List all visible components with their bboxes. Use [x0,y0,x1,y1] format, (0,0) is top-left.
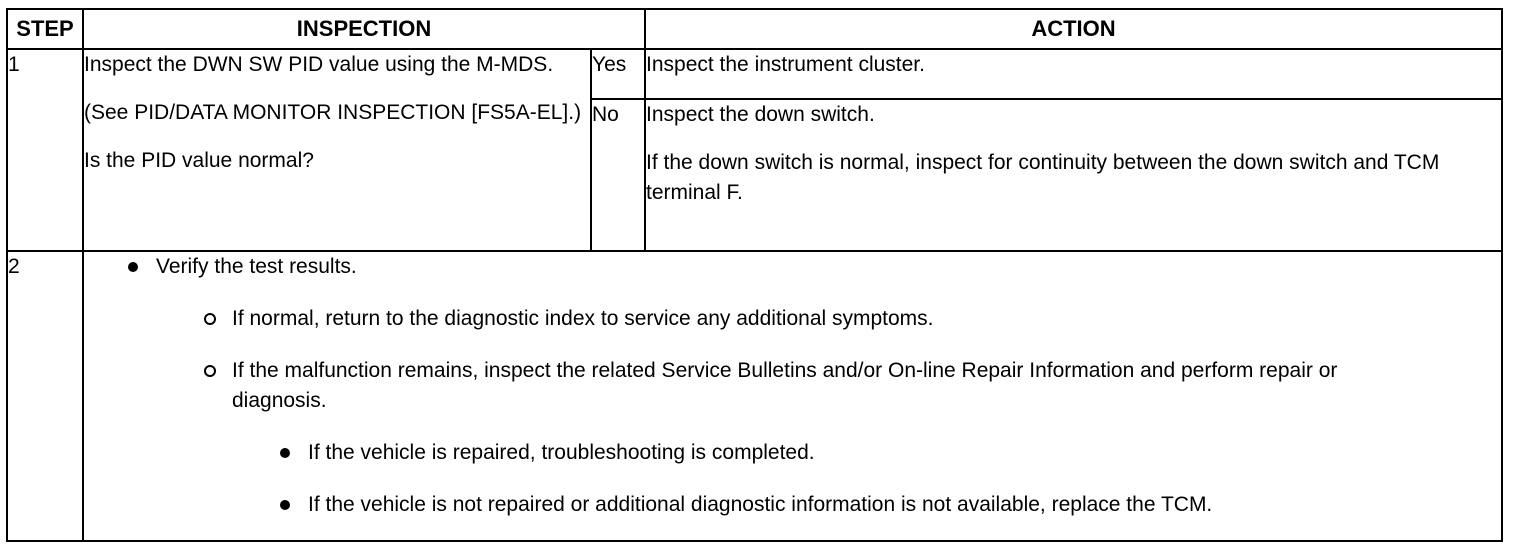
step2-row [7,251,1502,541]
no-action-line: Inspect the down switch. [646,103,875,126]
step-column-header: STEP [7,9,83,49]
step2-subitem [84,356,1501,416]
inspection-column-header: INSPECTION [83,9,645,49]
yes-label: Yes [591,49,645,99]
step2-subsubitem [84,438,1501,468]
step2-subsubitem-text: If the vehicle is repaired, troubleshooting is completed. [308,441,815,464]
step1-yes-row [7,49,1502,99]
step2-item [84,252,1501,282]
filled-bullet-icon [128,262,138,272]
step2-subsubitem-text: If the vehicle is not repaired or additional diagnostic information is not available, replace the TCM. [308,493,1213,516]
step2-content-cell [83,251,1502,541]
filled-bullet-icon [280,500,290,510]
step2-subitem-text: If normal, return to the diagnostic index to service any additional symptoms. [232,307,934,330]
step2-number: 2 [7,251,83,541]
step2-subsubitem [84,490,1501,520]
diagnostic-table [6,8,1503,542]
no-label: No [591,99,645,251]
step1-inspection-cell [83,49,591,251]
hollow-bullet-icon [204,313,216,325]
step2-subitem-text: If the malfunction remains, inspect the related Service Bulletins and/or On-line Repair Information and perform repair or diagnosis. [232,359,1338,412]
no-action-line: If the down switch is normal, inspect for continuity between the down switch and TCM terminal F. [646,151,1440,204]
step1-inspection-line: Is the PID value normal? [84,149,314,172]
step2-subitem [84,304,1501,334]
action-column-header: ACTION [645,9,1502,49]
step1-number: 1 [7,49,83,251]
header-row [7,9,1502,49]
step1-inspection-line: (See PID/DATA MONITOR INSPECTION [FS5A-EL].) [84,101,582,124]
filled-bullet-icon [280,448,290,458]
no-action-cell [645,99,1502,251]
hollow-bullet-icon [204,365,216,377]
step1-inspection-line: Inspect the DWN SW PID value using the M-MDS. [84,53,554,76]
step2-item-text: Verify the test results. [156,255,357,278]
yes-action: Inspect the instrument cluster. [645,49,1502,99]
